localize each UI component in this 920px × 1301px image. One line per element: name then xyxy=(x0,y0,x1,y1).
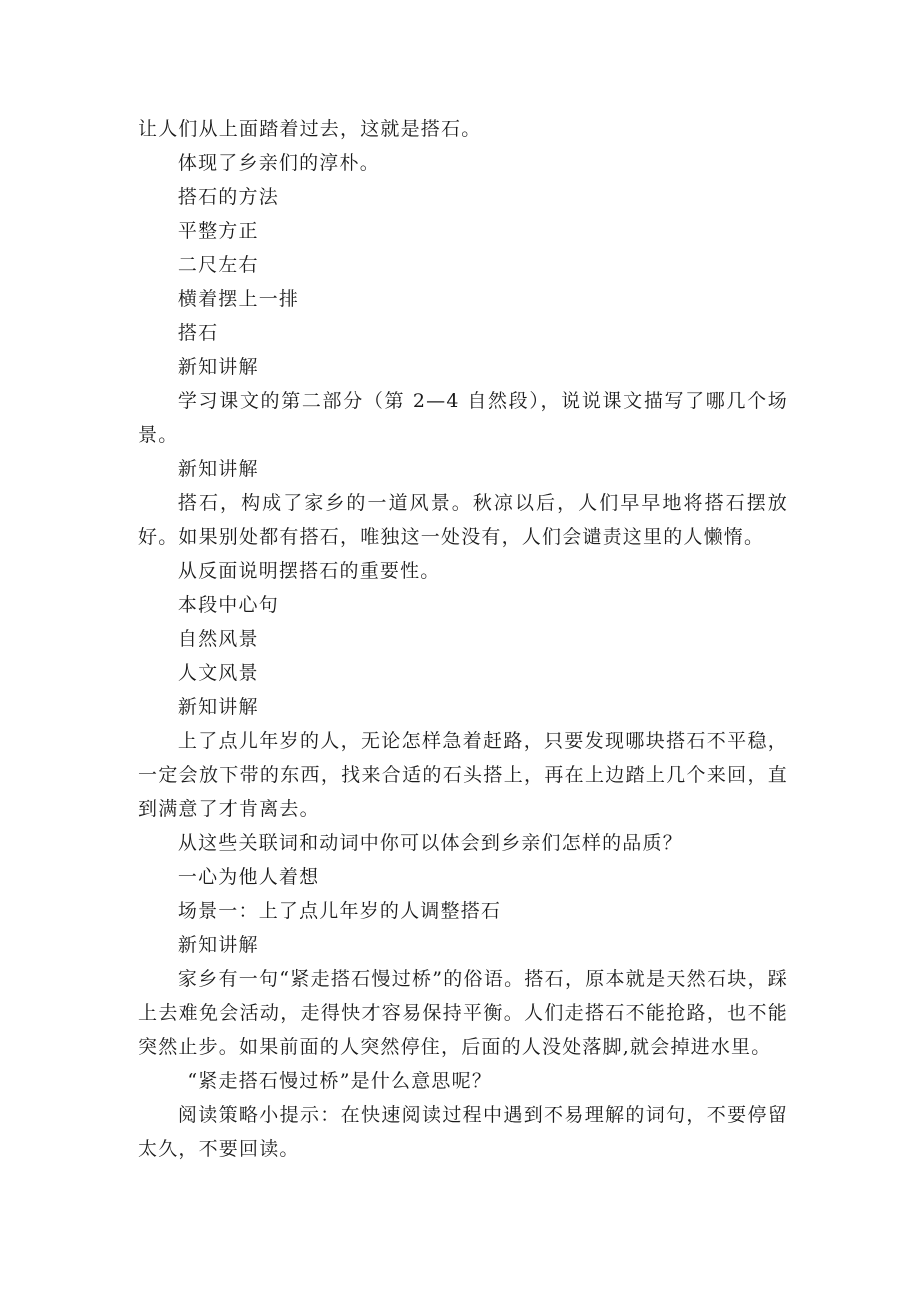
section-heading: 新知讲解 xyxy=(177,934,259,956)
paragraph: 家乡有一句“紧走搭石慢过桥”的俗语。搭石，原本就是天然石块，踩上去难免会活动，走得快才容易保持平衡。人们走搭石不能抢路，也不能突然止步。如果前面的人突然停住，后面的人没处落脚,就会掉进水里。 xyxy=(138,968,788,1058)
paragraph: 学习课文的第二部分（第 2—4 自然段），说说课文描写了哪几个场景。 xyxy=(138,390,788,446)
section-heading: 新知讲解 xyxy=(177,458,259,480)
section-heading: 新知讲解 xyxy=(177,696,259,718)
list-item: 平整方正 xyxy=(177,220,259,242)
paragraph: 从反面说明摆搭石的重要性。 xyxy=(177,560,441,582)
document-body xyxy=(138,112,788,1166)
list-item: 搭石 xyxy=(177,322,219,344)
paragraph: 上了点儿年岁的人，无论怎样急着赶路，只要发现哪块搭石不平稳，一定会放下带的东西，找来合适的石头搭上，再在上边踏上几个来回，直到满意了才肯离去。 xyxy=(138,730,788,820)
section-heading: 新知讲解 xyxy=(177,356,259,378)
list-item: 人文风景 xyxy=(177,662,259,684)
paragraph: “紧走搭石慢过桥”是什么意思呢？ xyxy=(187,1070,493,1092)
list-item: 横着摆上一排 xyxy=(177,288,300,310)
list-item: 一心为他人着想 xyxy=(177,866,320,888)
list-item: 本段中心句 xyxy=(177,594,279,616)
list-item: 自然风景 xyxy=(177,628,259,650)
paragraph-continuation: 让人们从上面踏着过去，这就是搭石。 xyxy=(138,118,482,140)
heading-method: 搭石的方法 xyxy=(177,186,279,208)
paragraph: 搭石，构成了家乡的一道风景。秋凉以后，人们早早地将搭石摆放好。如果别处都有搭石，唯独这一处没有，人们会谴责这里的人懒惰。 xyxy=(138,492,788,548)
list-item: 二尺左右 xyxy=(177,254,259,276)
paragraph: 从这些关联词和动词中你可以体会到乡亲们怎样的品质？ xyxy=(177,832,683,854)
list-item: 场景一：上了点儿年岁的人调整搭石 xyxy=(177,900,502,922)
paragraph: 阅读策略小提示：在快速阅读过程中遇到不易理解的词句，不要停留太久，不要回读。 xyxy=(138,1104,788,1160)
paragraph: 体现了乡亲们的淳朴。 xyxy=(177,152,380,174)
